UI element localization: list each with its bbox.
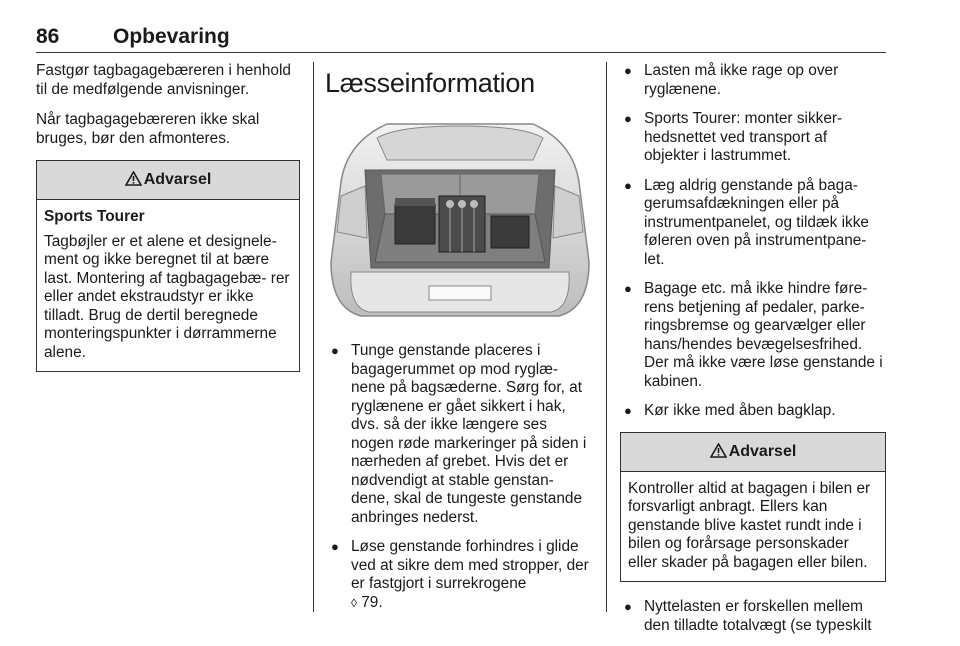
page-reference-icon: ◊ bbox=[351, 595, 357, 610]
bullet-icon: ● bbox=[624, 403, 632, 418]
warning-header bbox=[37, 161, 299, 200]
page-reference[interactable]: 79. bbox=[361, 593, 383, 611]
bullet-icon: ● bbox=[624, 111, 632, 126]
car-trunk-illustration bbox=[327, 112, 593, 326]
list-item: ● Lasten må ikke rage op over ryglænene. bbox=[624, 62, 839, 98]
column-2 bbox=[327, 62, 593, 623]
warning-title: Advarsel bbox=[143, 171, 212, 188]
warning-box-roof bbox=[36, 160, 300, 372]
list-item: ● Kør ikke med åben bagklap. bbox=[624, 402, 836, 419]
warning-box-luggage bbox=[620, 432, 886, 583]
column-divider bbox=[313, 62, 314, 612]
bullet-icon: ● bbox=[331, 343, 339, 358]
column-divider bbox=[606, 62, 607, 612]
warning-body bbox=[621, 472, 885, 582]
warning-title: Advarsel bbox=[728, 442, 797, 460]
loading-rules-list bbox=[620, 62, 886, 421]
payload-bullet-list bbox=[620, 598, 886, 635]
paragraph-removal: Når tagbagagebæreren ikke skal bruges, bør den afmonteres. bbox=[36, 111, 260, 147]
chapter-title: Opbevaring bbox=[113, 25, 230, 48]
column-1 bbox=[36, 62, 300, 372]
page-number: 86 bbox=[36, 25, 60, 48]
warning-text: Kontroller altid at bagagen i bilen er forsvarligt anbragt. Ellers kan genstande blive kastet rundt inde i bilen og forårsage personskader eller skader på bagagen eller bilen. bbox=[628, 479, 871, 571]
paragraph-mounting: Fastgør tagbagagebæreren i henhold til de medfølgende anvisninger. bbox=[36, 62, 291, 98]
page-header bbox=[36, 22, 886, 53]
list-item: ● Tunge genstande placeres i bagagerummet op mod ryglæ- nene på bagsæderne. Sørg for, at ryglænene er gået sikkert i hak, dvs. så der ikke længere ses nogen røde markeringer på siden i nærheden af grebet. Hvis det er nødvendigt at stable genstan- dene, skal de tungeste genstande anbringes nederst. bbox=[331, 342, 587, 526]
warning-text: Tagbøjler er et alene et designele- ment og ikke beregnet til at bære last. Montering af tagbagagebæ- rer eller andet ekstraudstyr er ikke tilladt. Brug de dertil beregnede monteringspunkter i dørrammerne alene. bbox=[44, 232, 290, 361]
list-item: ● Sports Tourer: monter sikker- hedsnettet ved transport af objekter i lastrummet. bbox=[624, 110, 843, 164]
warning-body bbox=[37, 200, 299, 371]
warning-header bbox=[621, 433, 885, 472]
bullet-icon: ● bbox=[624, 599, 632, 614]
column-3 bbox=[620, 62, 886, 646]
warning-triangle-icon bbox=[710, 435, 727, 473]
list-item: ● Læg aldrig genstande på baga- gerumsafdækningen eller på instrumentpanelet, og tildæk ikke føleren oven på instrumentpane- let. bbox=[624, 176, 869, 268]
loading-bullet-list bbox=[327, 342, 593, 612]
list-item: ● Nyttelasten er forskellen mellem den tilladte totalvægt (se typeskilt bbox=[624, 598, 872, 634]
section-title: Læsseinformation bbox=[325, 68, 535, 98]
list-item: ● Bagage etc. må ikke hindre føre- rens betjening af pedaler, parke- ringsbremse og gearvælger eller hans/hendes bevægelsesfrihed. Der må ikke være løse genstande i kabinen. bbox=[624, 280, 883, 390]
list-item: ● Løse genstande forhindres i glide ved at sikre dem med stropper, der er fastgjort i surrekrogene ◊ 79. bbox=[331, 538, 589, 611]
bullet-icon: ● bbox=[624, 281, 632, 296]
bullet-icon: ● bbox=[331, 539, 339, 554]
bullet-icon: ● bbox=[624, 63, 632, 78]
warning-subtitle: Sports Tourer bbox=[44, 208, 145, 225]
warning-triangle-icon bbox=[125, 163, 142, 201]
bullet-icon: ● bbox=[624, 177, 632, 193]
